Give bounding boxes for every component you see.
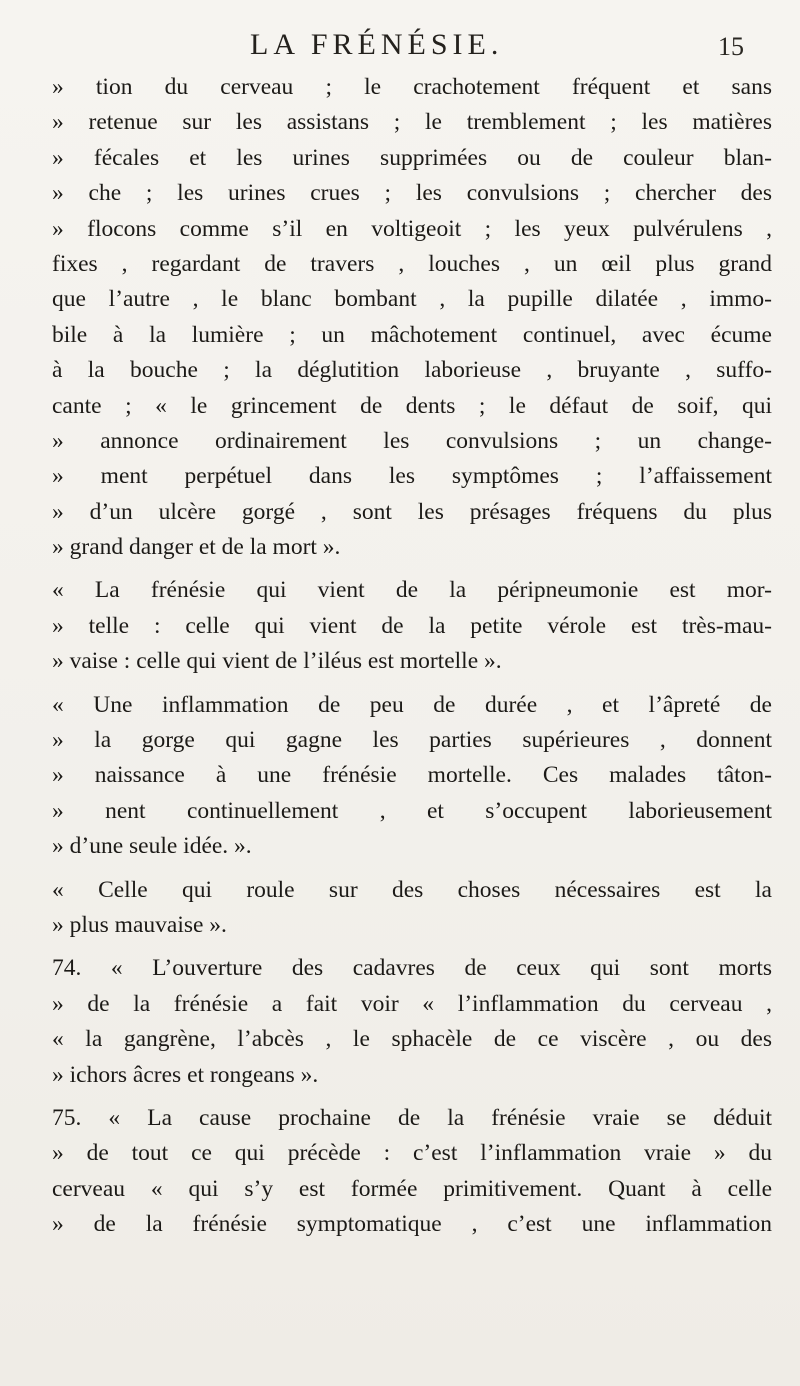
text-line: » che ; les urines crues ; les convulsions ; chercher des bbox=[52, 180, 772, 207]
paragraph bbox=[52, 873, 772, 944]
text-line: » annonce ordinairement les convulsions ; un change- bbox=[52, 427, 772, 454]
text-line: » de tout ce qui précède : c’est l’inflammation vraie » du bbox=[52, 1140, 772, 1167]
text-line: « la gangrène, l’abcès , le sphacèle de ce viscère , ou des bbox=[52, 1026, 772, 1053]
paragraph bbox=[52, 688, 772, 865]
page-header bbox=[0, 22, 800, 62]
paragraph-gap bbox=[52, 565, 772, 573]
text-line: « Une inflammation de peu de durée , et l’âpreté de bbox=[52, 691, 772, 718]
text-line: » d’une seule idée. ». bbox=[52, 833, 252, 860]
text-line: » plus mauvaise ». bbox=[52, 911, 227, 938]
body-text bbox=[52, 70, 772, 1243]
page-number: 15 bbox=[718, 32, 744, 61]
paragraph bbox=[52, 1101, 772, 1243]
text-line: fixes , regardant de travers , louches , un œil plus grand bbox=[52, 250, 772, 277]
text-line: » d’un ulcère gorgé , sont les présages fréquens du plus bbox=[52, 498, 772, 525]
text-line: cante ; « le grincement de dents ; le défaut de soif, qui bbox=[52, 392, 772, 419]
text-line: » grand danger et de la mort ». bbox=[52, 534, 341, 561]
paragraph bbox=[52, 70, 772, 565]
text-line: » fécales et les urines supprimées ou de couleur blan- bbox=[52, 144, 772, 171]
text-line: 75. « La cause prochaine de la frénésie vraie se déduit bbox=[52, 1104, 772, 1131]
text-line: 74. « L’ouverture des cadavres de ceux qui sont morts bbox=[52, 955, 772, 982]
text-line: à la bouche ; la déglutition laborieuse , bruyante , suffo- bbox=[52, 357, 772, 384]
text-line: que l’autre , le blanc bombant , la pupille dilatée , immo- bbox=[52, 286, 772, 313]
text-line: » ment perpétuel dans les symptômes ; l’affaissement bbox=[52, 463, 772, 490]
paragraph-gap bbox=[52, 865, 772, 873]
text-line: cerveau « qui s’y est formée primitivement. Quant à celle bbox=[52, 1175, 772, 1202]
text-line: » naissance à une frénésie mortelle. Ces malades tâton- bbox=[52, 762, 772, 789]
paragraph bbox=[52, 573, 772, 679]
text-line: » telle : celle qui vient de la petite vérole est très-mau- bbox=[52, 612, 772, 639]
text-line: » tion du cerveau ; le crachotement fréquent et sans bbox=[52, 74, 772, 100]
text-line: » de la frénésie a fait voir « l’inflammation du cerveau , bbox=[52, 990, 772, 1017]
text-line: » vaise : celle qui vient de l’iléus est mortelle ». bbox=[52, 648, 502, 675]
text-line: » de la frénésie symptomatique , c’est une inflammation bbox=[52, 1211, 772, 1238]
paragraph-gap bbox=[52, 943, 772, 951]
text-line: » nent continuellement , et s’occupent laborieusement bbox=[52, 797, 772, 824]
text-line: « Celle qui roule sur des choses nécessaires est la bbox=[52, 876, 772, 903]
text-line: » ichors âcres et rongeans ». bbox=[52, 1061, 319, 1088]
text-line: bile à la lumière ; un mâchotement continuel, avec écume bbox=[52, 321, 772, 348]
paragraph-gap bbox=[52, 1093, 772, 1101]
text-line: » retenue sur les assistans ; le tremblement ; les matières bbox=[52, 109, 772, 136]
text-line: » la gorge qui gagne les parties supérieures , donnent bbox=[52, 727, 772, 754]
paragraph bbox=[52, 951, 772, 1093]
paragraph-gap bbox=[52, 680, 772, 688]
running-title: LA FRÉNÉSIE. bbox=[250, 28, 504, 61]
text-line: « La frénésie qui vient de la péripneumonie est mor- bbox=[52, 577, 772, 604]
text-line: » flocons comme s’il en voltigeoit ; les yeux pulvérulens , bbox=[52, 215, 772, 242]
